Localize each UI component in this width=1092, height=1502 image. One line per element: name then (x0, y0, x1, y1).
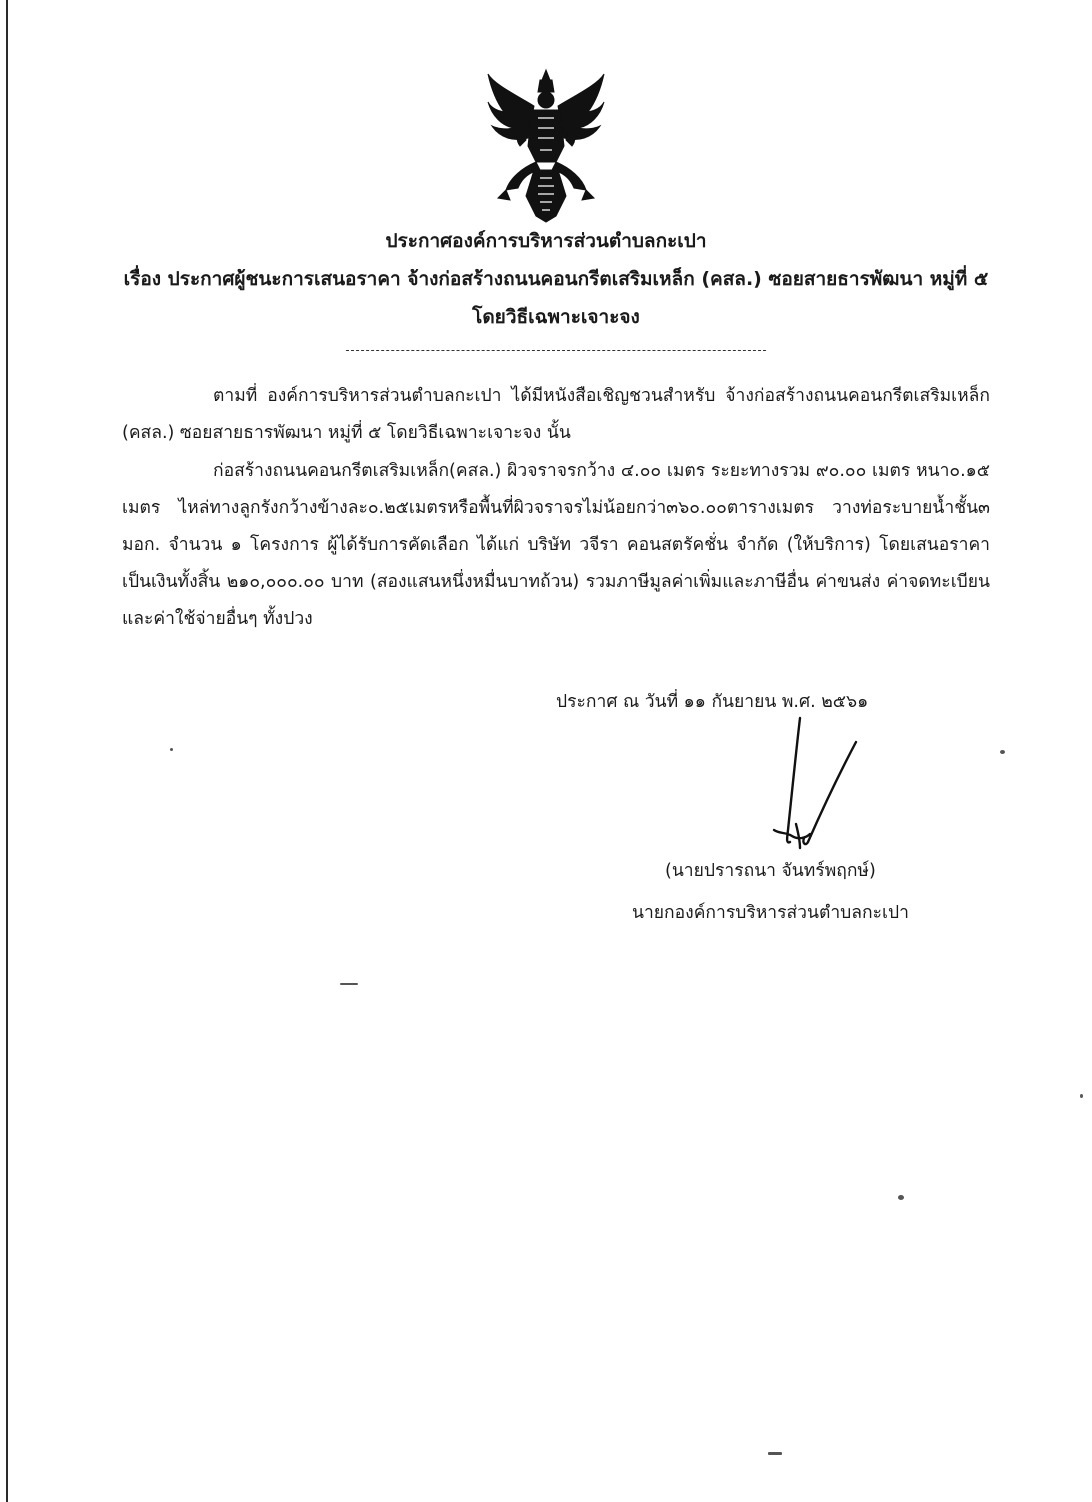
document-header: ประกาศองค์การบริหารส่วนตำบลกะเปา (385, 230, 707, 252)
scan-speck (898, 1195, 904, 1200)
handwritten-signature-icon (740, 712, 860, 862)
signer-title: นายกองค์การบริหารส่วนตำบลกะเปา (632, 903, 909, 923)
signer-name: (นายปรารถนา จันทร์พฤกษ์) (665, 861, 876, 881)
scan-speck (170, 748, 173, 751)
scan-speck (1000, 750, 1005, 754)
paragraph-2: ก่อสร้างถนนคอนกรีตเสริมเหล็ก(คสล.) ผิวจราจรกว้าง ๔.๐๐ เมตร ระยะทางรวม ๙๐.๐๐ เมตร หนา๐.๑๕ เมตร ไหล่ทางลูกรังกว้างข้างละ๐.๒๕เมตรหรือพื้นที่ผิวจราจรไม่น้อยกว่า๓๖๐.๐๐ตารางเมตร วางท่อระบายน้ำชั้น๓ มอก. จำนวน ๑ โครงการ ผู้ได้รับการคัดเลือก ได้แก่ บริษัท วจีรา คอนสตรัคชั่น จำกัด (ให้บริการ) โดยเสนอราคา เป็นเงินทั้งสิ้น ๒๑๐,๐๐๐.๐๐ บาท (สองแสนหนึ่งหมื่นบาทถ้วน) รวมภาษีมูลค่าเพิ่มและภาษีอื่น ค่าขนส่ง ค่าจดทะเบียน และค่าใช้จ่ายอื่นๆ ทั้งปวง (122, 461, 990, 629)
garuda-emblem-icon (484, 66, 608, 224)
announcement-date: ประกาศ ณ วันที่ ๑๑ กันยายน พ.ศ. ๒๕๖๑ (556, 692, 869, 712)
scan-speck (1080, 1094, 1083, 1098)
paragraph-1: ตามที่ องค์การบริหารส่วนตำบลกะเปา ได้มีหนังสือเชิญชวนสำหรับ จ้างก่อสร้างถนนคอนกรีตเสริมเหล็ก (คสล.) ซอยสายธารพัฒนา หมู่ที่ ๕ โดยวิธีเฉพาะเจาะจง นั้น (122, 386, 990, 443)
scan-speck (768, 1452, 782, 1455)
separator-line (346, 350, 766, 351)
document-subject: เรื่อง ประกาศผู้ชนะการเสนอราคา จ้างก่อสร้างถนนคอนกรีตเสริมเหล็ก (คสล.) ซอยสายธารพัฒนา หมู่ที่ ๕ โดยวิธีเฉพาะเจาะจง (123, 268, 989, 328)
scan-speck (340, 983, 358, 985)
